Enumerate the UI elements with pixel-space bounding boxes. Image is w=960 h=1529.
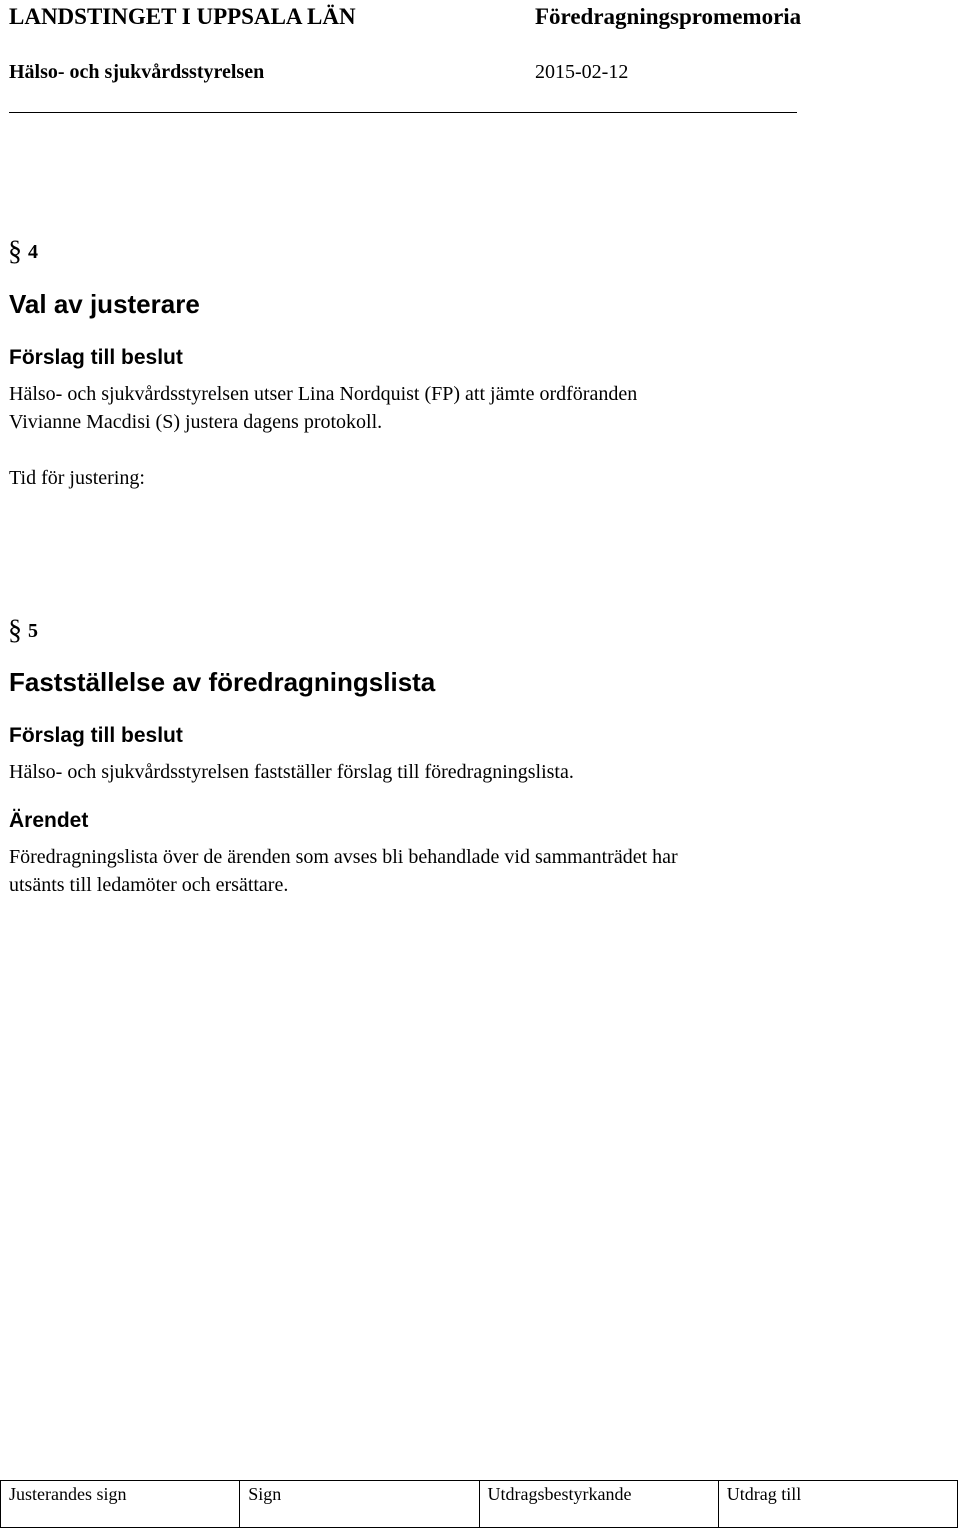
- section-4-time-label: Tid för justering:: [9, 467, 145, 489]
- paragraph-symbol: §: [8, 236, 22, 267]
- section-4-title: Val av justerare: [9, 289, 200, 319]
- section-5-number: [8, 615, 38, 647]
- signature-table: [0, 1480, 958, 1528]
- board-name: Hälso- och sjukvårdsstyrelsen: [9, 61, 265, 83]
- section-5-proposal-label: Förslag till beslut: [9, 724, 183, 747]
- document-date: 2015-02-12: [535, 61, 629, 83]
- section-5-matter-label: Ärendet: [9, 809, 89, 832]
- section-4-proposal-line: Hälso- och sjukvårdsstyrelsen utser Lina Nordquist (FP) att jämte ordföranden: [9, 383, 638, 405]
- section-number: 5: [28, 620, 38, 642]
- document-type: Föredragningspromemoria: [535, 4, 802, 29]
- header-divider: [9, 112, 797, 113]
- signature-cell-utdrag-till: Utdrag till: [718, 1481, 957, 1528]
- organization-name: LANDSTINGET I UPPSALA LÄN: [9, 4, 356, 29]
- section-4-number: [8, 236, 38, 268]
- signature-row: [1, 1481, 958, 1528]
- section-number: 4: [28, 241, 38, 263]
- section-5-proposal-text: Hälso- och sjukvårdsstyrelsen fastställer förslag till föredragningslista.: [9, 761, 574, 783]
- signature-cell-utdragsbestyrkande: Utdragsbestyrkande: [479, 1481, 718, 1528]
- section-4-proposal-label: Förslag till beslut: [9, 346, 183, 369]
- paragraph-symbol: §: [8, 615, 22, 646]
- section-5-matter-line: utsänts till ledamöter och ersättare.: [9, 874, 289, 896]
- section-4-proposal-line: Vivianne Macdisi (S) justera dagens protokoll.: [9, 411, 383, 433]
- signature-cell-justerandes-sign: Justerandes sign: [1, 1481, 240, 1528]
- signature-cell-sign: Sign: [240, 1481, 479, 1528]
- section-5-title: Fastställelse av föredragningslista: [9, 667, 436, 697]
- section-5-matter-line: Föredragningslista över de ärenden som avses bli behandlade vid sammanträdet har: [9, 846, 678, 868]
